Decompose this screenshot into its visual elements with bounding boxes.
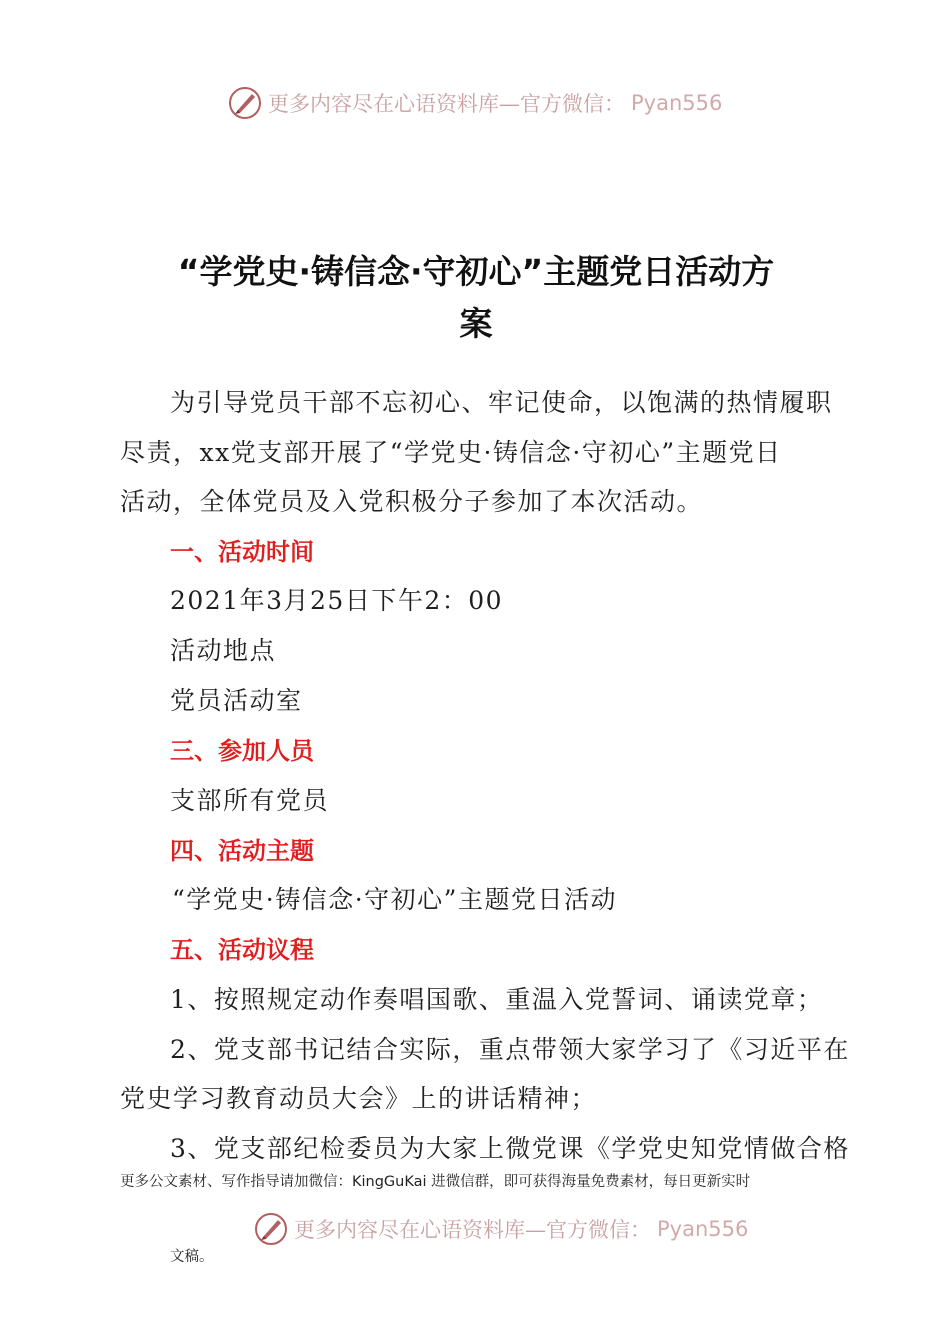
watermark-text: 更多内容尽在心语资料库—官方微信： — [294, 1218, 651, 1242]
intro-line-3: 活动，全体党员及入党积极分子参加了本次活动。 — [120, 487, 704, 516]
title-line-2: 案 — [459, 304, 493, 343]
section-heading-agenda: 五、活动议程 — [170, 936, 314, 964]
title-line-1: “学党史·铸信念·守初心”主题党日活动方 — [177, 252, 775, 291]
pen-logo-icon — [254, 1212, 288, 1246]
activity-time: 2021年3月25日下午2：00 — [170, 586, 504, 615]
intro-line-1: 为引导党员干部不忘初心、牢记使命，以饱满的热情履职 — [170, 388, 833, 417]
watermark-text: 更多内容尽在心语资料库—官方微信： — [268, 92, 625, 116]
location-label: 活动地点 — [170, 636, 277, 665]
footer-note-line-1: 更多公文素材、写作指导请加微信：KingGuKai 进微信群，即可获得海量免费素材，每日更新实时 — [120, 1174, 751, 1190]
section-heading-time: 一、活动时间 — [170, 538, 314, 566]
footer-watermark — [254, 1212, 748, 1246]
theme-value: “学党史·铸信念·守初心”主题党日活动 — [172, 885, 617, 914]
participants-value: 支部所有党员 — [170, 786, 330, 815]
intro-line-2: 尽责，xx党支部开展了“学党史·铸信念·守初心”主题党日 — [120, 438, 782, 467]
header-watermark — [228, 86, 722, 120]
agenda-item-2-line-2: 党史学习教育动员大会》上的讲话精神； — [120, 1084, 598, 1113]
footer-note-line-2: 文稿。 — [170, 1249, 214, 1265]
section-heading-theme: 四、活动主题 — [170, 837, 314, 865]
watermark-handle: Pyan556 — [657, 1217, 749, 1241]
watermark-handle: Pyan556 — [631, 91, 723, 115]
agenda-item-2-line-1: 2、党支部书记结合实际，重点带领大家学习了《习近平在 — [170, 1035, 850, 1064]
pen-logo-icon — [228, 86, 262, 120]
section-heading-participants: 三、参加人员 — [170, 737, 314, 765]
document-title — [120, 246, 832, 350]
agenda-item-1: 1、按照规定动作奏唱国歌、重温入党誓词、诵读党章； — [170, 985, 824, 1014]
location-value: 党员活动室 — [170, 686, 303, 715]
agenda-item-3-line-1: 3、党支部纪检委员为大家上微党课《学党史知党情做合格 — [170, 1134, 850, 1163]
